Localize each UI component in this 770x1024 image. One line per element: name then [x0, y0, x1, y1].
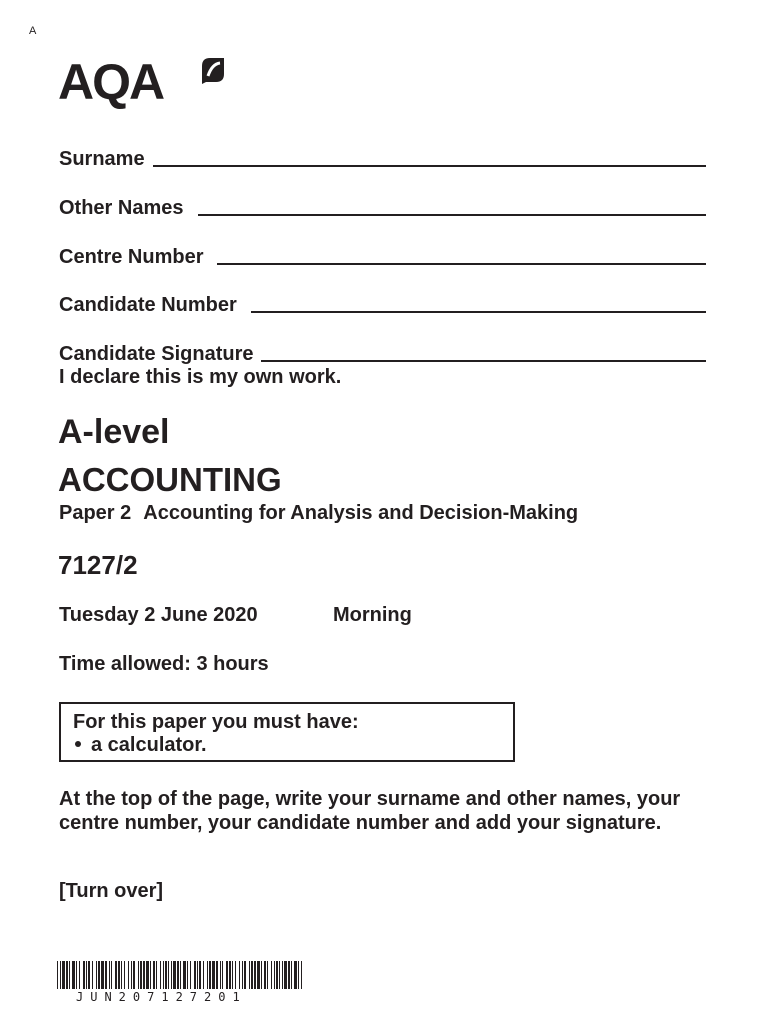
paper-title: Accounting for Analysis and Decision-Making: [143, 502, 579, 524]
materials-box: [59, 702, 515, 762]
centre-number-label: Centre Number: [59, 246, 204, 268]
candidate-signature-label: Candidate Signature: [59, 343, 254, 365]
barcode-bar: [88, 961, 90, 989]
barcode-bar: [111, 961, 112, 989]
barcode-bar: [57, 961, 58, 989]
barcode-bar: [98, 961, 100, 989]
barcode-bar: [264, 961, 266, 989]
candidate-signature-field[interactable]: [59, 340, 706, 366]
barcode-bar: [207, 961, 208, 989]
barcode-bar: [101, 961, 104, 989]
aqa-logo: [58, 52, 228, 112]
materials-item-text: a calculator.: [91, 734, 207, 756]
barcode: [57, 961, 307, 989]
barcode-bar: [226, 961, 228, 989]
barcode-bar: [222, 961, 223, 989]
leaf-icon: [200, 56, 226, 86]
paper-line: [59, 502, 578, 525]
barcode-bar: [199, 961, 201, 989]
other-names-field[interactable]: [59, 194, 706, 220]
barcode-bar: [301, 961, 302, 989]
barcode-bar: [235, 961, 236, 989]
barcode-bar: [72, 961, 75, 989]
logo-text: AQA: [58, 54, 164, 110]
barcode-bar: [79, 961, 80, 989]
qualification-level: A-level: [58, 413, 170, 451]
barcode-bar: [165, 961, 167, 989]
barcode-bar: [118, 961, 120, 989]
barcode-bar: [128, 961, 129, 989]
barcode-bar: [66, 961, 68, 989]
barcode-bar: [153, 961, 155, 989]
barcode-bar: [187, 961, 188, 989]
candidate-number-field[interactable]: [59, 291, 706, 317]
barcode-bar: [254, 961, 256, 989]
instructions-text: At the top of the page, write your surname and other names, your centre number, your candidate number and add your signature.: [59, 788, 681, 834]
barcode-bar: [121, 961, 122, 989]
barcode-text: JUN207127201: [76, 990, 247, 1004]
barcode-bar: [232, 961, 233, 989]
subject-title: ACCOUNTING: [58, 461, 282, 498]
barcode-bar: [86, 961, 87, 989]
barcode-bar: [229, 961, 231, 989]
barcode-bar: [133, 961, 135, 989]
declaration-text: I declare this is my own work.: [59, 366, 342, 388]
barcode-bar: [209, 961, 211, 989]
barcode-bar: [131, 961, 132, 989]
barcode-bar: [140, 961, 142, 989]
exam-date: Tuesday 2 June 2020: [59, 604, 258, 626]
barcode-bar: [267, 961, 268, 989]
barcode-bar: [115, 961, 117, 989]
candidate-number-label: Candidate Number: [59, 294, 237, 316]
barcode-bar: [69, 961, 70, 989]
barcode-bar: [62, 961, 65, 989]
barcode-bar: [92, 961, 93, 989]
barcode-bar: [143, 961, 145, 989]
barcode-bar: [168, 961, 169, 989]
barcode-bar: [257, 961, 260, 989]
barcode-bar: [76, 961, 77, 989]
barcode-bar: [244, 961, 246, 989]
barcode-bar: [274, 961, 275, 989]
barcode-bar: [261, 961, 262, 989]
time-allowed: Time allowed: 3 hours: [59, 653, 269, 675]
barcode-bar: [105, 961, 107, 989]
surname-label: Surname: [59, 148, 145, 170]
surname-line[interactable]: [153, 165, 706, 167]
turn-over-text: [Turn over]: [59, 880, 164, 902]
barcode-bar: [271, 961, 272, 989]
barcode-bar: [251, 961, 253, 989]
barcode-bar: [197, 961, 198, 989]
barcode-bar: [156, 961, 157, 989]
other-names-line[interactable]: [198, 214, 707, 216]
barcode-bar: [194, 961, 196, 989]
barcode-bar: [183, 961, 186, 989]
barcode-bar: [284, 961, 287, 989]
centre-number-line[interactable]: [217, 263, 706, 265]
barcode-bar: [276, 961, 278, 989]
barcode-bar: [124, 961, 125, 989]
barcode-bar: [160, 961, 161, 989]
barcode-bar: [242, 961, 243, 989]
barcode-bar: [220, 961, 221, 989]
barcode-bar: [294, 961, 297, 989]
barcode-bar: [163, 961, 164, 989]
barcode-bar: [177, 961, 179, 989]
barcode-bar: [138, 961, 139, 989]
barcode-bar: [279, 961, 280, 989]
barcode-bar: [282, 961, 283, 989]
paper-number: Paper 2: [59, 502, 132, 524]
exam-session: Morning: [333, 604, 412, 626]
barcode-bar: [288, 961, 290, 989]
barcode-bar: [173, 961, 176, 989]
barcode-bar: [171, 961, 172, 989]
surname-field[interactable]: [59, 145, 706, 171]
barcode-bar: [291, 961, 292, 989]
barcode-bar: [180, 961, 181, 989]
barcode-bar: [96, 961, 97, 989]
barcode-bar: [249, 961, 250, 989]
barcode-bar: [146, 961, 149, 989]
paper-code: 7127/2: [58, 550, 138, 580]
corner-mark: A: [29, 25, 37, 37]
other-names-label: Other Names: [59, 197, 184, 219]
materials-heading: For this paper you must have:: [73, 711, 359, 733]
barcode-bar: [216, 961, 218, 989]
barcode-bar: [298, 961, 299, 989]
centre-number-field[interactable]: [59, 243, 706, 269]
barcode-bar: [190, 961, 191, 989]
barcode-bar: [109, 961, 110, 989]
barcode-bar: [203, 961, 204, 989]
barcode-bar: [83, 961, 85, 989]
barcode-bar: [60, 961, 61, 989]
candidate-signature-line[interactable]: [261, 360, 706, 362]
barcode-bar: [239, 961, 240, 989]
bullet-icon: [75, 741, 81, 747]
barcode-bar: [212, 961, 215, 989]
materials-item: [73, 734, 501, 757]
candidate-number-line[interactable]: [251, 311, 706, 313]
barcode-bar: [150, 961, 151, 989]
